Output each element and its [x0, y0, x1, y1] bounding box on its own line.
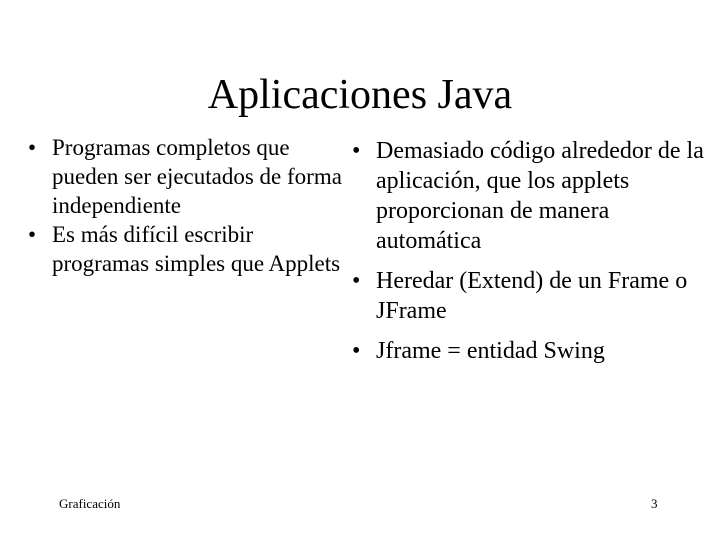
- right-bullet-item: [352, 136, 712, 256]
- bullet-icon: •: [352, 338, 361, 364]
- footer-page-number: 3: [651, 496, 658, 511]
- bullet-icon: •: [28, 135, 37, 160]
- left-bullet-item: [28, 220, 348, 278]
- bullet-icon: •: [352, 268, 361, 294]
- left-bullet-item: [28, 133, 348, 220]
- bullet-text: Es más difícil escribir programas simples que Applets: [52, 222, 341, 276]
- bullet-icon: •: [28, 222, 37, 247]
- footer-course-name: Graficación: [59, 496, 121, 511]
- bullet-text: Jframe = entidad Swing: [376, 338, 605, 364]
- right-bullet-list: [352, 136, 712, 376]
- bullet-text: Heredar (Extend) de un Frame o JFrame: [376, 268, 688, 324]
- bullet-text: Programas completos que pueden ser ejecutados de forma independiente: [52, 135, 342, 218]
- bullet-text: Demasiado código alrededor de la aplicación, que los applets proporcionan de manera automática: [376, 138, 704, 254]
- right-bullet-item: [352, 336, 712, 366]
- right-bullet-item: [352, 266, 712, 326]
- bullet-icon: •: [352, 138, 361, 164]
- left-bullet-list: [28, 133, 348, 278]
- slide-title: Aplicaciones Java: [207, 72, 513, 118]
